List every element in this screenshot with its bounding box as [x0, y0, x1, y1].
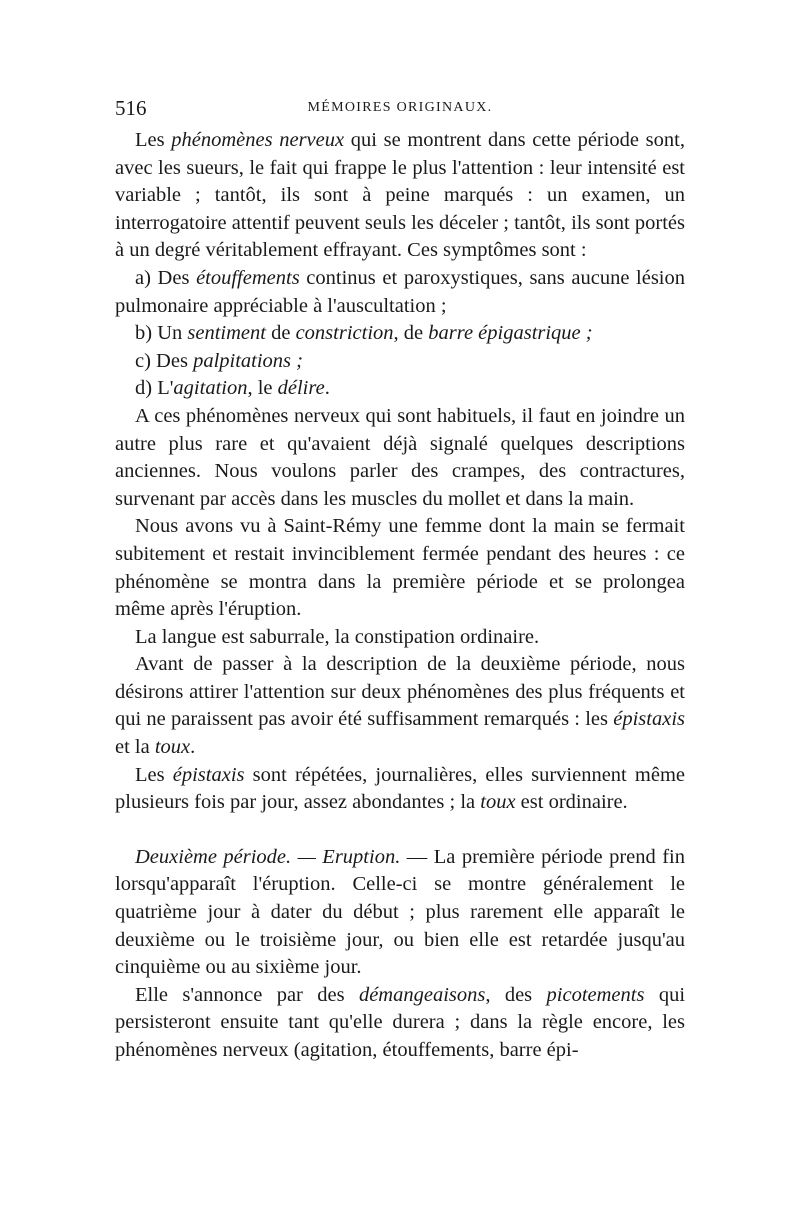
text-run: Elle s'annonce par des [135, 983, 359, 1006]
italic-text: délire [277, 377, 325, 400]
italic-text: toux [154, 736, 191, 759]
paragraph [115, 651, 685, 761]
italic-text: étouffements [196, 266, 300, 289]
italic-text: picotements [546, 983, 645, 1006]
text-run: Avant de passer à la description de la deuxième période, nous désirons attirer l'attention sur deux phénomènes des plus fréquents et qui ne paraissent pas avoir été suffisamment remarqués : les [115, 653, 685, 731]
list-item-b [115, 320, 685, 348]
italic-text: agitation [173, 377, 248, 400]
section-paragraph [115, 844, 685, 982]
italic-text: phénomènes nerveux [171, 129, 345, 151]
italic-text: constriction [295, 322, 394, 345]
italic-text: épistaxis [613, 708, 685, 731]
text-run: sont répétées, journalières, elles surviennent même plusieurs fois par jour, assez abondantes ; la [115, 763, 685, 814]
text-run: d) L' [135, 377, 174, 400]
text-run: . [190, 736, 196, 759]
running-title: MÉMOIRES ORIGINAUX. [307, 100, 493, 115]
text-run: est ordinaire. [515, 791, 628, 814]
text-run: La langue est saburrale, la constipation ordinaire. [135, 625, 540, 648]
text-run: qui persisteront ensuite tant qu'elle durera ; dans la règle encore, les phénomènes nerveux (agitation, étouffements, barre épi- [115, 983, 686, 1061]
text-run: , de [393, 322, 429, 345]
text-run: Les [135, 129, 172, 151]
paragraph [115, 403, 685, 513]
page-number: 516 [115, 96, 147, 120]
paragraph [115, 624, 685, 652]
text-run: et la [115, 736, 155, 759]
body-text [115, 127, 685, 1065]
italic-text: démangeaisons [358, 983, 486, 1006]
text-run: b) Un [135, 322, 188, 345]
text-run: . [324, 377, 330, 400]
text-run: continus et paroxystiques, sans aucune lésion pulmonaire appréciable à l'auscultation ; [115, 266, 686, 317]
text-run: , le [247, 377, 278, 400]
text-run: qui se montrent dans cette période sont, avec les sueurs, le fait qui frappe le plus l'attention : leur intensité est variable ; tantôt, ils sont à peine marqués : un examen, un interrogatoire attentif peuvent seuls les déceler ; tantôt, ils sont portés à un degré véritablement effrayant. Ces symptômes sont : [115, 129, 685, 262]
italic-text: Deuxième période. — Eruption. [135, 845, 401, 868]
italic-text: toux [480, 791, 516, 814]
italic-text: épistaxis [172, 763, 245, 786]
text-run: Nous avons vu à Saint-Rémy une femme dont la main se fermait subitement et restait invinciblement fermée pendant des heures : ce phénomène se montra dans la première période et se prolongea même après l'éruption. [115, 515, 685, 621]
paragraph [115, 513, 685, 623]
text-run: de [265, 322, 296, 345]
text-run: A ces phénomènes nerveux qui sont habituels, il faut en joindre un autre plus rare et qu'avaient déjà signalé quelques descriptions anciennes. Nous voulons parler des crampes, des contractures, survenant par accès dans les muscles du mollet et dans la main. [115, 404, 685, 510]
list-item-c [115, 348, 685, 376]
text-run: , des [485, 983, 547, 1006]
text-run: — La première période prend fin lorsqu'apparaît l'éruption. Celle-ci se montre généralement le quatrième jour à dater du début ; plus rarement elle apparaît le deuxième ou le troisième jour, ou bien elle est retardée jusqu'au cinquième ou au sixième jour. [115, 845, 685, 979]
list-item-a [115, 265, 685, 320]
italic-text: palpitations ; [193, 349, 303, 372]
text-run: Les [135, 763, 173, 786]
paragraph [115, 127, 685, 265]
italic-text: sentiment [187, 322, 266, 345]
text-run: c) Des [135, 349, 194, 372]
list-item-d [115, 375, 685, 403]
paragraph [115, 982, 685, 1065]
text-run: a) Des [135, 266, 197, 289]
page-header [115, 96, 685, 124]
paragraph [115, 762, 685, 817]
italic-text: barre épigastrique ; [428, 322, 593, 345]
